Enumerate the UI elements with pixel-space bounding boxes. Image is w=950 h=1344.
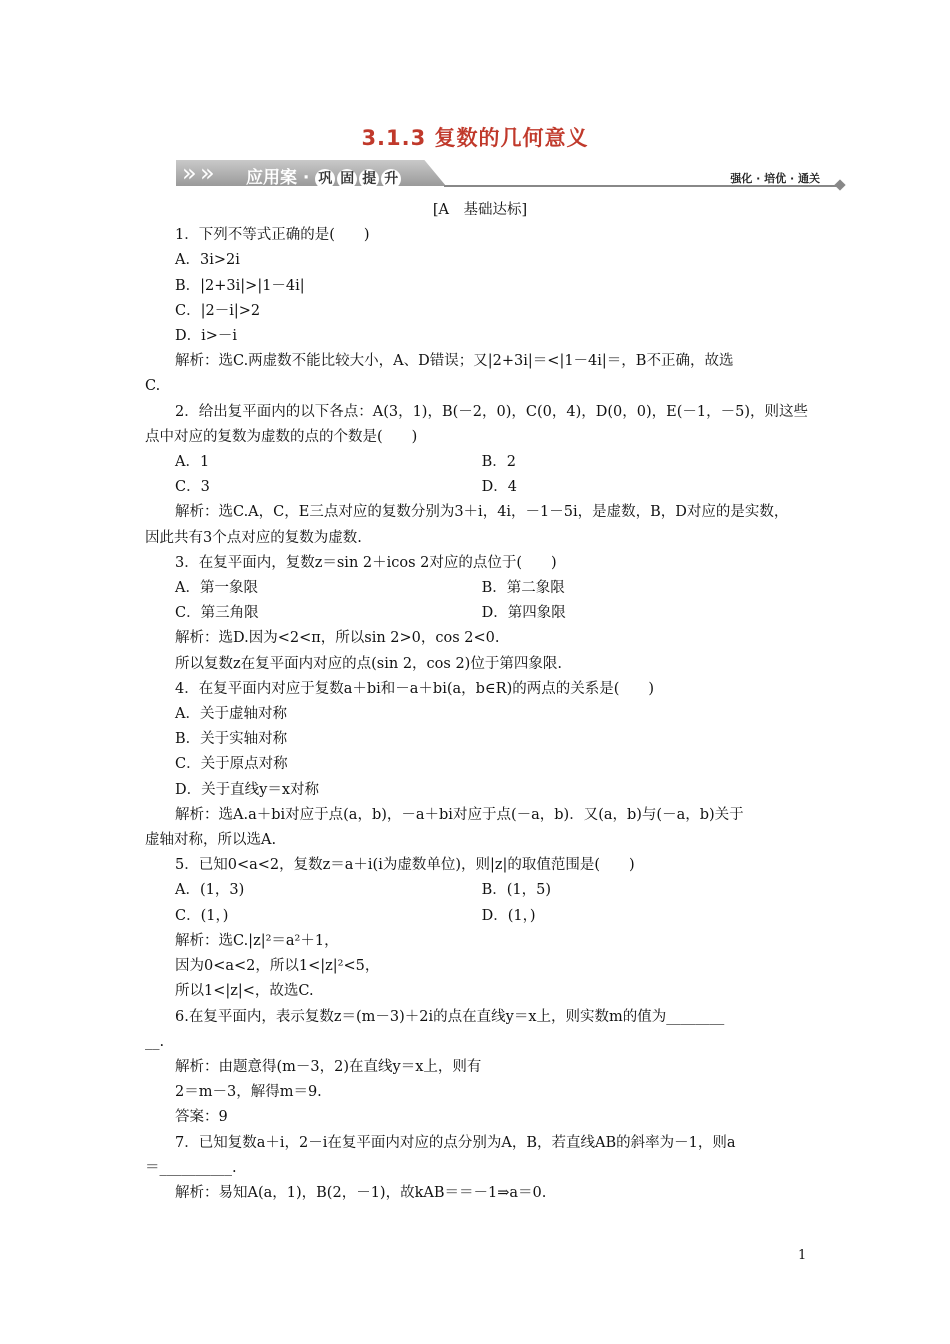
options-row <box>145 904 815 929</box>
option: A．1 <box>175 454 210 471</box>
solution-line: 2＝m－3，解得m＝9. <box>175 1084 322 1101</box>
option: C．第三角限 <box>175 605 259 622</box>
banner-label <box>246 163 403 189</box>
solution-line: 解析：选A.a＋bi对应于点(a，b)，－a＋bi对应于点(－a，b)．又(a，b)与(－a，b)关于 <box>175 806 744 823</box>
solution-line: 所以1<|z|<，故选C. <box>175 983 314 1000</box>
banner-char: 固 <box>337 169 357 189</box>
page-title: 3.1.3 复数的几何意义 <box>361 126 589 150</box>
answer-line: 答案：9 <box>175 1109 228 1126</box>
option: A．3i>2i <box>175 252 240 269</box>
option: B．|2+3i|>|1－4i| <box>175 277 305 294</box>
question-1: 1．下列不等式正确的是( ) <box>175 227 370 244</box>
question-7: 7．已知复数a＋i，2－i在复平面内对应的点分别为A，B，若直线AB的斜率为－1，则a <box>175 1134 736 1151</box>
solution-line: 因此共有3个点对应的复数为虚数. <box>145 529 362 546</box>
option: C．3 <box>175 479 210 496</box>
options-row <box>145 576 815 601</box>
solution-line: 解析：易知A(a，1)，B(2，－1)，故kAB＝＝－1⇒a＝0. <box>175 1184 547 1201</box>
option: B．第二象限 <box>481 580 565 597</box>
question-5: 5．已知0<a<2，复数z＝a＋i(i为虚数单位)，则|z|的取值范围是( ) <box>175 857 635 874</box>
options-row <box>145 878 815 903</box>
option: D．关于直线y＝x对称 <box>175 781 319 798</box>
option: C．(1，) <box>175 907 229 924</box>
banner-prefix: 应用案 · <box>246 168 316 188</box>
solution-line: 虚轴对称，所以选A. <box>145 832 277 849</box>
page-number: 1 <box>798 1248 807 1263</box>
option: D．4 <box>481 479 517 496</box>
section-heading: [A 基础达标] <box>432 202 528 218</box>
solution-line: 解析：由题意得(m－3，2)在直线y＝x上，则有 <box>175 1058 482 1075</box>
banner-char: 升 <box>381 169 401 189</box>
question-6: 6.在复平面内，表示复数z＝(m－3)＋2i的点在直线y＝x上，则实数m的值为________ <box>175 1008 725 1025</box>
option: B．关于实轴对称 <box>175 731 288 748</box>
solution-line: 解析：选C.A，C，E三点对应的复数分别为3＋i，4i，－1－5i，是虚数，B，D对应的是实数， <box>175 504 789 521</box>
solution-line: C. <box>145 378 161 395</box>
option: D．i>－i <box>175 328 238 345</box>
section-banner <box>176 160 848 190</box>
options-row <box>145 475 815 500</box>
solution-line: 所以复数z在复平面内对应的点(sin 2，cos 2)位于第四象限. <box>175 655 562 672</box>
banner-right-label: 强化 · 培优 · 通关 <box>730 172 820 185</box>
diamond-icon <box>834 179 845 190</box>
option: D．(1，) <box>481 907 536 924</box>
document-body <box>145 198 815 1206</box>
option: C．关于原点对称 <box>175 756 288 773</box>
options-row <box>145 450 815 475</box>
question-3: 3．在复平面内，复数z＝sin 2＋icos 2对应的点位于( ) <box>175 554 557 571</box>
option: A．第一象限 <box>175 580 258 597</box>
options-row <box>145 601 815 626</box>
option: B．2 <box>481 454 516 471</box>
solution-line: 因为0<a<2，所以1<|z|²<5， <box>175 958 380 975</box>
question-line: 点中对应的复数为虚数的点的个数是( ) <box>145 428 418 445</box>
option: A．(1，3) <box>175 882 245 899</box>
question-2: 2．给出复平面内的以下各点：A(3，1)，B(－2，0)，C(0，4)，D(0，0)，E(－1，－5)，则这些 <box>175 403 808 420</box>
option: A．关于虚轴对称 <box>175 706 287 723</box>
solution-line: 解析：选C.两虚数不能比较大小，A、D错误；又|2+3i|＝<|1－4i|＝，B不正确，故选 <box>175 353 734 370</box>
question-line: ＝__________. <box>145 1159 237 1176</box>
option: D．第四象限 <box>481 605 566 622</box>
option: C．|2－i|>2 <box>175 302 261 319</box>
question-line: __. <box>145 1033 165 1050</box>
chevron-right-icon: » <box>182 159 197 187</box>
question-4: 4．在复平面内对应于复数a＋bi和－a＋bi(a，b∈R)的两点的关系是( ) <box>175 680 655 697</box>
chevron-right-icon: » <box>200 159 215 187</box>
banner-char: 提 <box>359 169 379 189</box>
option: B．(1，5) <box>481 882 552 899</box>
solution-line: 解析：选C.|z|²＝a²＋1， <box>175 932 339 949</box>
banner-char: 巩 <box>315 169 335 189</box>
solution-line: 解析：选D.因为<2<π，所以sin 2>0，cos 2<0. <box>175 630 500 647</box>
